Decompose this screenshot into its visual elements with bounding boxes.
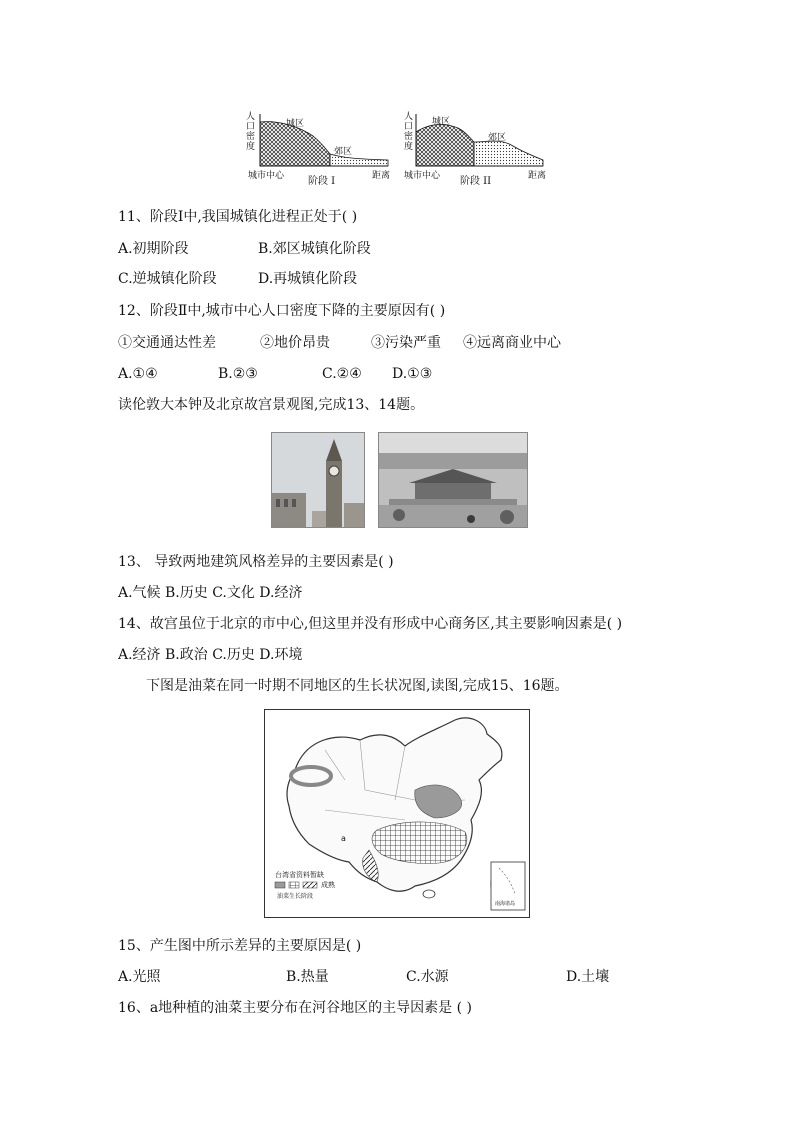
question-15-stem: 15、产生图中所示差异的主要原因是( )	[118, 938, 362, 954]
q12-statement-4: ④远离商业中心	[463, 335, 561, 351]
q11-option-d: D.再城镇化阶段	[258, 271, 358, 287]
question-14-stem: 14、故宫虽位于北京的市中心,但这里并没有形成中心商务区,其主要影响因素是( )	[118, 616, 623, 632]
label-distance: 距离	[372, 171, 391, 181]
population-density-figure	[238, 108, 558, 187]
ylabel-char: 度	[246, 142, 256, 152]
question-11-stem: 11、阶段Ⅰ中,我国城镇化进程正处于( )	[118, 209, 358, 225]
intro-15-16: 下图是油菜在同一时期不同地区的生长状况图,读图,完成15、16题。	[146, 678, 569, 694]
taiwan-note: 台湾省资料暂缺	[275, 871, 324, 879]
label-stage-2: 阶段 II	[460, 176, 492, 187]
point-a-label: a	[341, 834, 346, 843]
label-urban: 城区	[286, 119, 305, 129]
forbidden-city-photo	[378, 432, 528, 528]
question-13-stem: 13、 导致两地建筑风格差异的主要因素是( )	[118, 554, 394, 570]
label-suburb: 郊区	[334, 147, 353, 157]
ylabel-char: 密	[404, 132, 414, 142]
legend-mature: 成熟	[321, 881, 335, 889]
label-city-center: 城市中心	[404, 171, 441, 181]
ylabel-char: 人	[404, 112, 414, 122]
ylabel-char: 口	[404, 122, 414, 132]
chart-stage-1	[260, 114, 388, 166]
intro-13-14: 读伦敦大本钟及北京故宫景观图,完成13、14题。	[118, 397, 425, 413]
q15-option-b: B.热量	[286, 969, 329, 985]
label-suburb: 郊区	[488, 133, 507, 143]
rapeseed-map	[264, 709, 530, 918]
label-distance: 距离	[528, 171, 547, 181]
q15-option-d: D.土壤	[566, 969, 610, 985]
legend-title: 油菜生长阶段	[277, 893, 314, 900]
big-ben-photo	[271, 432, 365, 528]
ylabel-char: 人	[246, 112, 256, 122]
ylabel-char: 密	[246, 132, 256, 142]
label-urban: 城区	[432, 117, 451, 127]
inset-label: 南海诸岛	[495, 901, 516, 907]
q14-options: A.经济 B.政治 C.历史 D.环境	[118, 647, 303, 663]
q12-option-d: D.①③	[392, 366, 433, 382]
q12-option-a: A.①④	[118, 366, 158, 382]
q12-option-b: B.②③	[218, 366, 258, 382]
label-stage-1: 阶段 I	[308, 176, 336, 187]
q15-option-c: C.水源	[406, 969, 449, 985]
q12-statement-2: ②地价昂贵	[260, 335, 330, 351]
q15-option-a: A.光照	[118, 969, 161, 985]
question-12-stem: 12、阶段Ⅱ中,城市中心人口密度下降的主要原因有( )	[118, 303, 446, 319]
q12-option-c: C.②④	[322, 366, 362, 382]
q11-option-b: B.郊区城镇化阶段	[258, 241, 371, 257]
ylabel-char: 度	[404, 142, 414, 152]
ylabel-char: 口	[246, 122, 256, 132]
q11-option-a: A.初期阶段	[118, 241, 189, 257]
q11-option-c: C.逆城镇化阶段	[118, 271, 217, 287]
q13-options: A.气候 B.历史 C.文化 D.经济	[118, 585, 303, 601]
question-16-stem: 16、a地种植的油菜主要分布在河谷地区的主导因素是 ( )	[118, 1000, 472, 1016]
label-city-center: 城市中心	[248, 171, 285, 181]
q12-statement-3: ③污染严重	[371, 335, 441, 351]
q12-statement-1: ①交通通达性差	[118, 335, 216, 351]
